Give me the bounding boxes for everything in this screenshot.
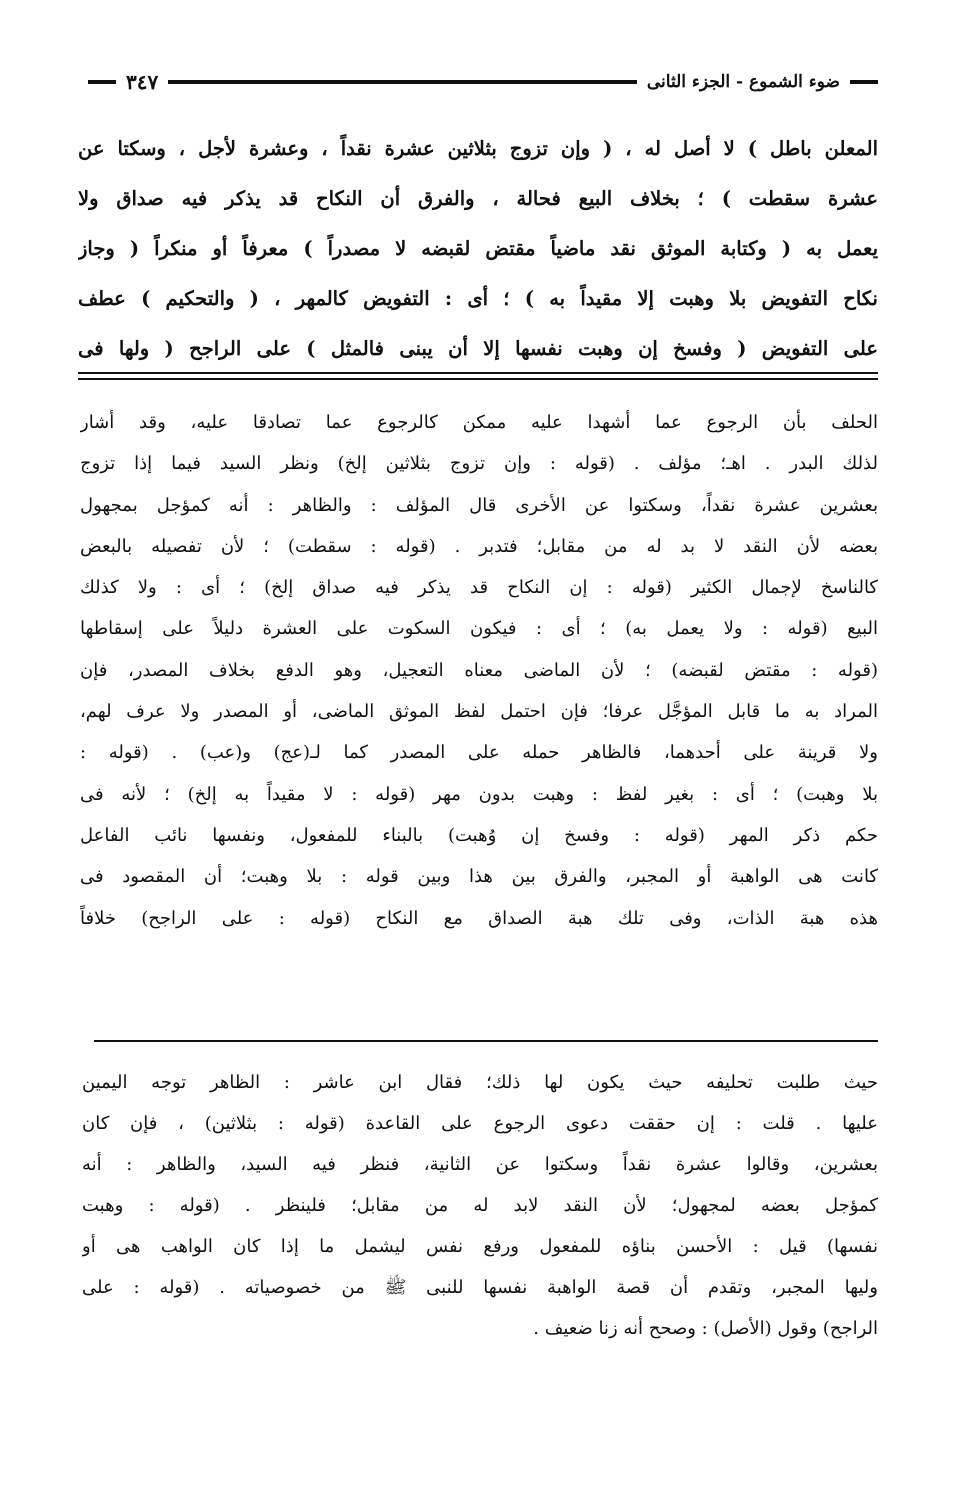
page-number: ٣٤٧	[126, 70, 159, 94]
header-rule	[168, 80, 637, 84]
footnotes-text	[82, 1062, 878, 1349]
main-text-line: المعلن باطل ) لا أصل له ، ( وإن تزوج بثلاثين عشرة نقداً ، وعشرة لأجل ، وسكتا عن	[78, 137, 878, 160]
commentary-line: حكم ذكر المهر (قوله : وفسخ إن وُهبت) بالبناء للمفعول، ونفسها نائب الفاعل	[80, 824, 878, 846]
header-dash-right	[850, 80, 878, 84]
main-text-line: يعمل به ( وكتابة الموثق نقد ماضياً مقتض لقبضه لا مصدراً ) معرفاً أو منكراً ( وجاز	[78, 237, 878, 260]
commentary-line: المراد به ما قابل المؤجَّل عرفا؛ فإن احتمل لفظ الموثق الماضى، أو المصدر ولا عرف لهم،	[80, 701, 878, 723]
main-text-line: نكاح التفويض بلا وهبت إلا مقيداً به ) ؛ أى : التفويض كالمهر ، ( والتحكيم ) عطف	[78, 287, 878, 310]
commentary-line: بعضه لأن النقد لا بد له من مقابل؛ فتدبر . (قوله : سقطت) ؛ لأن تفصيله بالبعض	[80, 535, 878, 557]
footnote-line: وليها المجبر، وتقدم أن قصة الواهبة نفسها للنبى ﷺ من خصوصياته . (قوله : على	[82, 1277, 878, 1298]
commentary-line: لذلك البدر . اهـ؛ مؤلف . (قوله : وإن تزوج بثلاثين إلخ) ونظر السيد فيما إذا تزوج	[80, 453, 878, 475]
page-header	[88, 62, 878, 102]
commentary-text	[80, 402, 878, 939]
commentary-line: البيع (قوله : ولا يعمل به) ؛ أى : فيكون السكوت على العشرة دليلاً على إسقاطها	[80, 618, 878, 640]
running-title: ضوء الشموع - الجزء الثانى	[646, 72, 840, 92]
commentary-line: هذه هبة الذات، وفى تلك هبة الصداق مع النكاح (قوله : على الراجح) خلافاً	[80, 907, 878, 929]
commentary-line: (قوله : مقتض لقبضه) ؛ لأن الماضى معناه التعجيل، وهو الدفع بخلاف المصدر، فإن	[80, 659, 878, 681]
commentary-line: كالناسخ لإجمال الكثير (قوله : إن النكاح قد يذكر فيه صداق إلخ) ؛ أى : ولا كذلك	[80, 577, 878, 599]
commentary-line: بعشرين عشرة نقداً، وسكتوا عن الأخرى قال المؤلف : والظاهر : أنه كمؤجل بمجهول	[80, 494, 878, 516]
commentary-line: كانت هى الواهبة أو المجبر، والفرق بين هذا وبين قوله : بلا وهبت؛ أن المقصود فى	[80, 866, 878, 888]
header-dash-left	[88, 80, 116, 84]
footnote-line: الراجح) وقول (الأصل) : وصحح أنه زنا ضعيف .	[533, 1318, 878, 1339]
commentary-line: ولا قرينة على أحدهما، فالظاهر حمله على المصدر كما لـ(عج) و(عب) . (قوله :	[80, 742, 878, 764]
footnote-line: عليها . قلت : إن حققت دعوى الرجوع على القاعدة (قوله : بثلاثين) ، فإن كان	[82, 1113, 878, 1134]
footnote-line: كمؤجل بعضه لمجهول؛ لأن النقد لابد له من مقابل؛ فلينظر . (قوله : وهبت	[82, 1195, 878, 1216]
footnote-line: بعشرين، وقالوا عشرة نقداً وسكتوا عن الثانية، فنظر فيه السيد، والظاهر : أنه	[82, 1154, 878, 1175]
main-text	[78, 124, 878, 374]
commentary-line: الحلف بأن الرجوع عما أشهدا عليه ممكن كالرجوع عما تصادقا عليه، وقد أشار	[80, 412, 878, 433]
main-text-line: عشرة سقطت ) ؛ بخلاف البيع فحالة ، والفرق أن النكاح قد يذكر فيه صداق ولا	[78, 187, 878, 210]
main-text-separator	[78, 372, 878, 380]
footnote-line: حيث طلبت تحليفه حيث يكون لها ذلك؛ فقال ابن عاشر : الظاهر توجه اليمين	[82, 1072, 878, 1093]
commentary-line: بلا وهبت) ؛ أى : بغير لفظ : وهبت بدون مهر (قوله : لا مقيداً به إلخ) ؛ لأنه فى	[80, 783, 878, 805]
commentary-separator	[94, 1040, 878, 1042]
main-text-line: على التفويض ( وفسخ إن وهبت نفسها إلا أن يبنى فالمثل ) على الراجح ( ولها فى	[78, 337, 878, 360]
footnote-line: نفسها) قيل : الأحسن بناؤه للمفعول ورفع نفس ليشمل ما إذا كان الواهب هى أو	[82, 1236, 878, 1257]
